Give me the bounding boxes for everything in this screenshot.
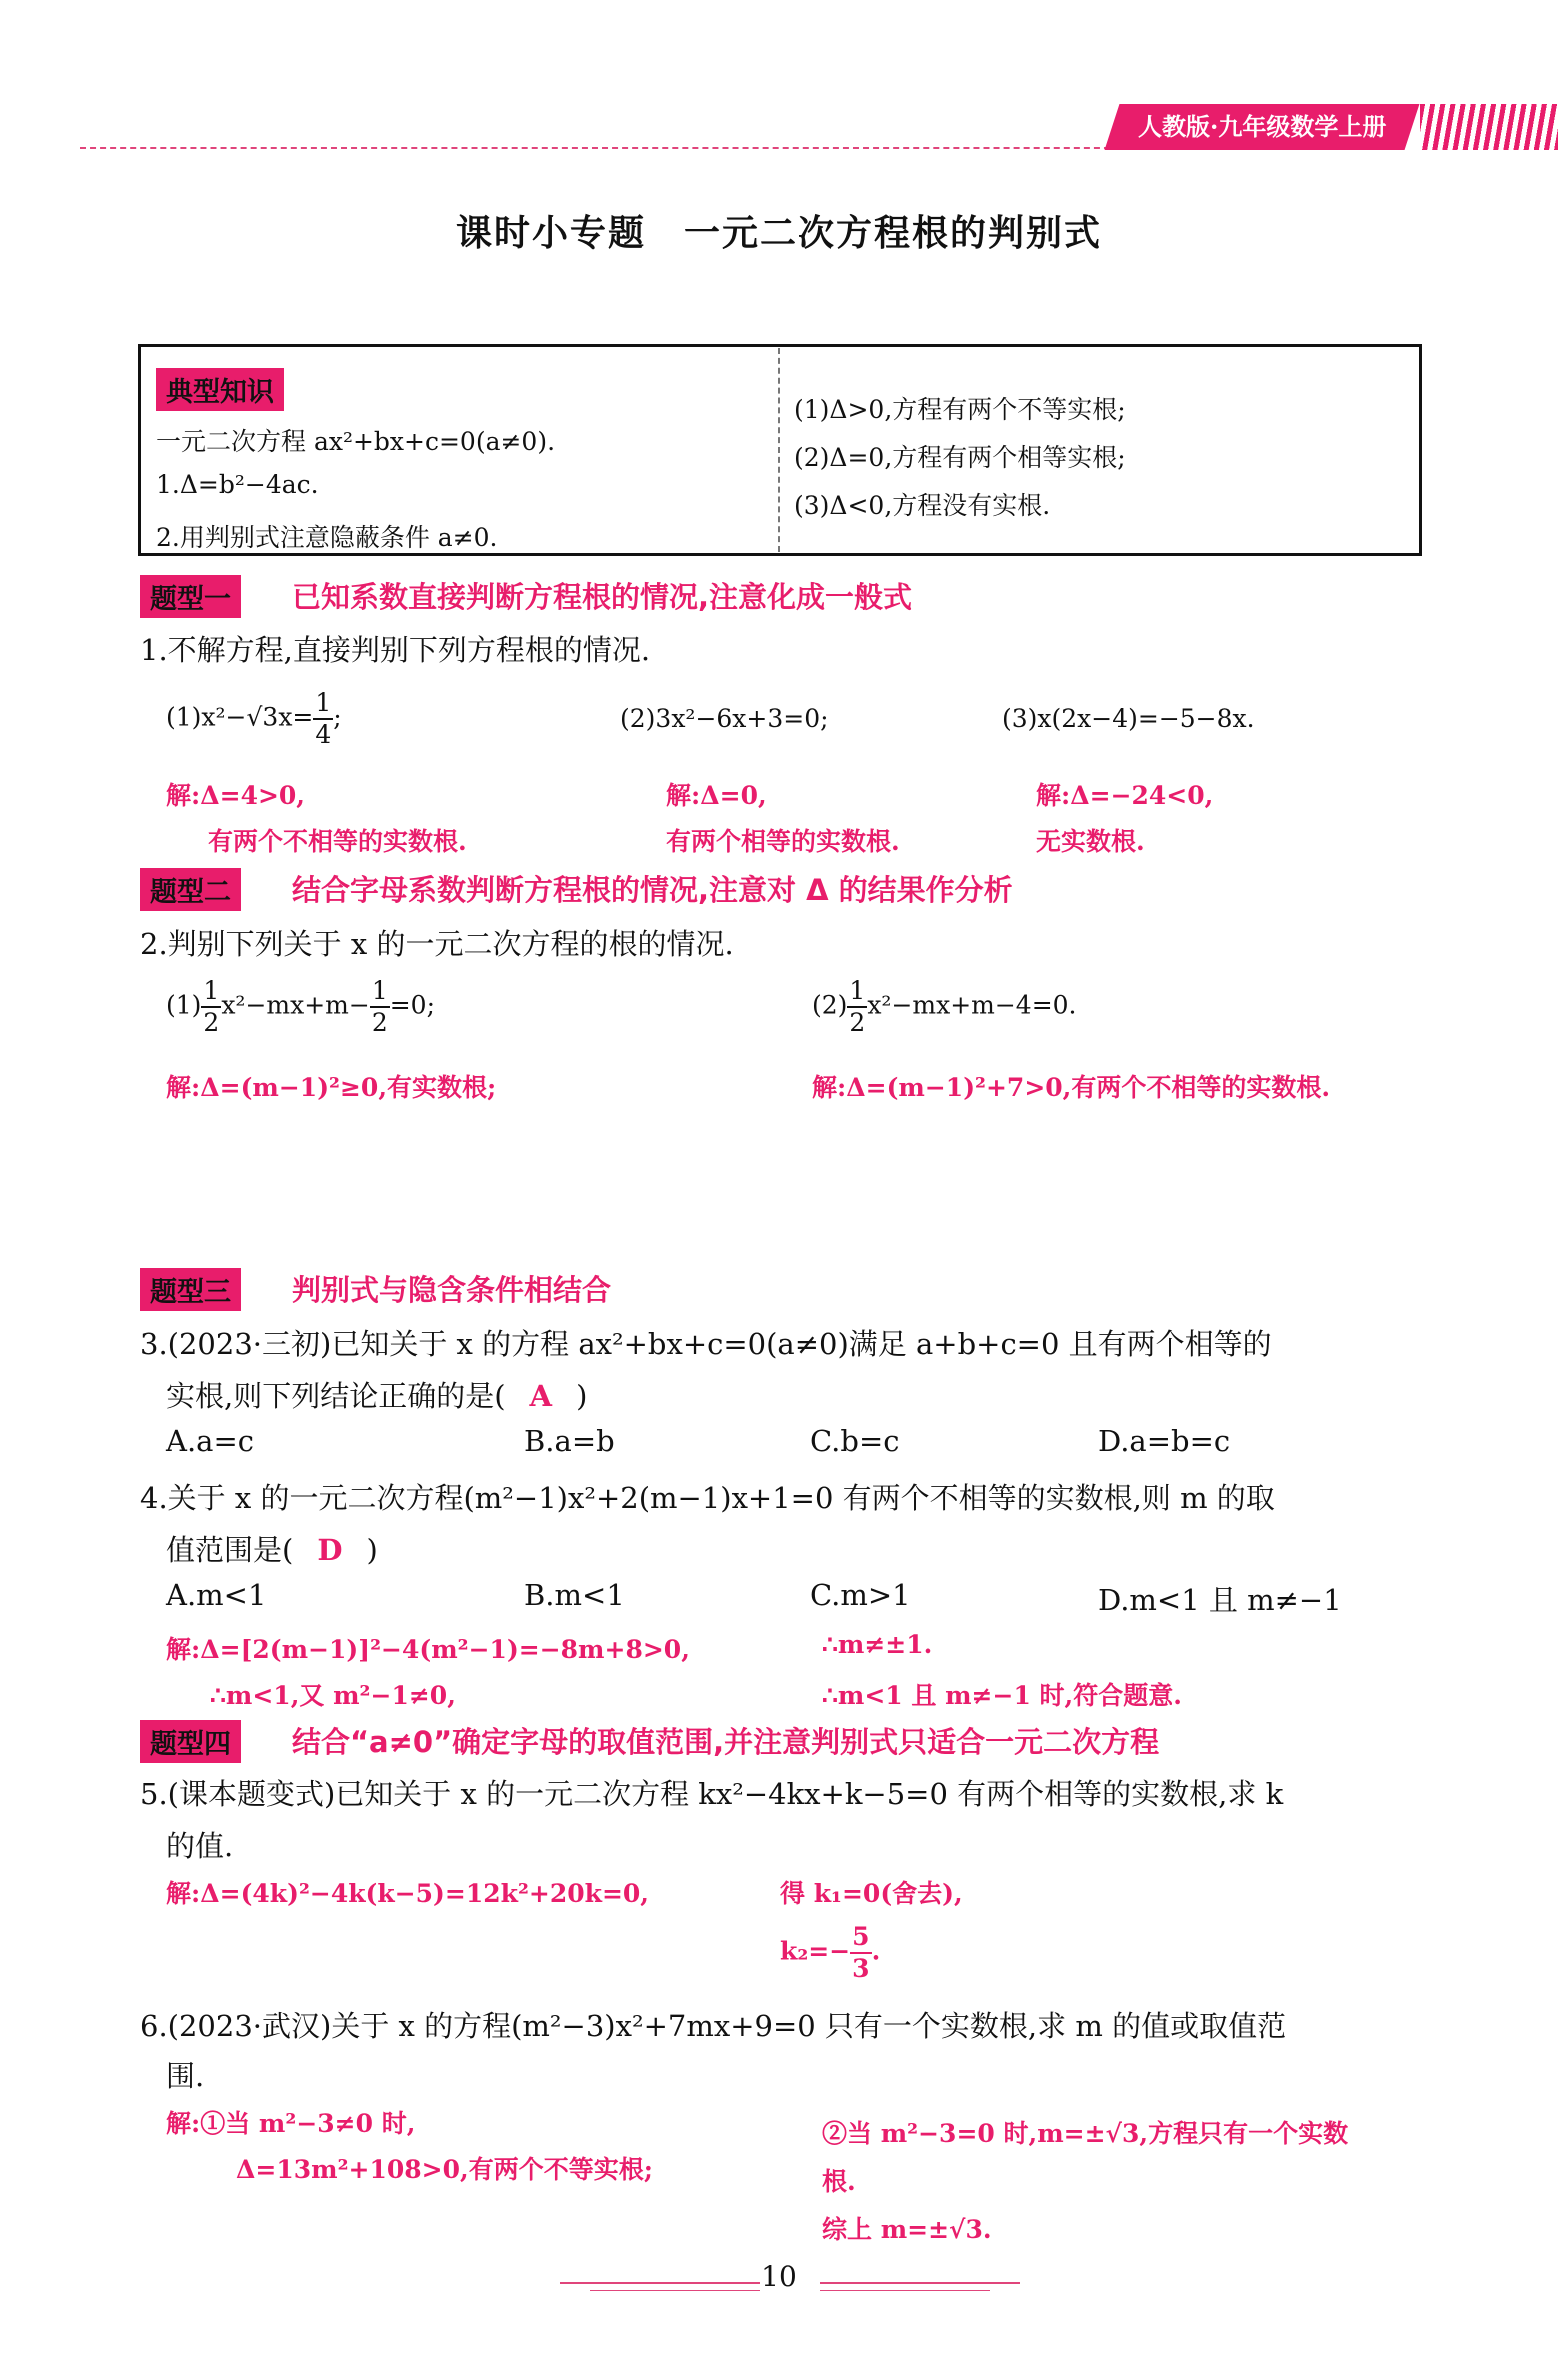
type2-title: 结合字母系数判断方程根的情况,注意对 Δ 的结果作分析 (292, 873, 1013, 907)
q1-answer-2a: 解:Δ=0, (666, 781, 767, 810)
page-number: 10 (761, 2260, 797, 2293)
q4-option-b: B.m<1 (524, 1578, 625, 1612)
header-tag: 人教版·九年级数学上册 (1105, 104, 1420, 150)
question-6-line-2: 围. (166, 2059, 205, 2093)
q2-part-1: (1) $\frac{1}{2}$ x²−mx+m− $\frac{1}{2}$ =0; (166, 976, 435, 1037)
q3-option-d: D.a=b=c (1098, 1424, 1231, 1458)
q4-solution-left-1: 解:Δ=[2(m−1)]²−4(m²−1)=−8m+8>0, (166, 1635, 690, 1664)
knowledge-right-3: (3)Δ<0,方程没有实根. (794, 491, 1051, 520)
knowledge-right-1: (1)Δ>0,方程有两个不等实根; (794, 395, 1126, 424)
q2-answer-2: 解:Δ=(m−1)²+7>0,有两个不相等的实数根. (812, 1073, 1331, 1102)
q6-solution-left-1: 解:①当 m²−3≠0 时, (166, 2109, 416, 2138)
q1-answer-3b: 无实数根. (1036, 827, 1145, 856)
q6-solution-right-1: ②当 m²−3=0 时,m=±√3,方程只有一个实数 (822, 2119, 1349, 2148)
q4-solution-left-2: ∴m<1,又 m²−1≠0, (210, 1681, 456, 1710)
q2-answer-1: 解:Δ=(m−1)²≥0,有实数根; (166, 1073, 497, 1102)
q4-solution-right-2: ∴m<1 且 m≠−1 时,符合题意. (822, 1681, 1182, 1710)
q5-solution-right-2: k₂=− $\frac{5}{3}$ . (780, 1922, 881, 1983)
question-3-line-1: 3.(2023·三初)已知关于 x 的方程 ax²+bx+c=0(a≠0)满足 a+b+c=0 且有两个相等的 (140, 1327, 1272, 1361)
q6-solution-left-2: Δ=13m²+108>0,有两个不等实根; (236, 2155, 653, 2184)
type1-title: 已知系数直接判断方程根的情况,注意化成一般式 (292, 580, 913, 614)
q3-option-c: C.b=c (810, 1424, 900, 1458)
type1-label: 题型一 (140, 575, 241, 618)
q6-solution-right-3: 综上 m=±√3. (822, 2215, 992, 2244)
q5-solution-right-1: 得 k₁=0(舍去), (780, 1879, 963, 1908)
knowledge-line-2: 1.Δ=b²−4ac. (156, 470, 319, 499)
q3-option-b: B.a=b (524, 1424, 615, 1458)
type3-label: 题型三 (140, 1268, 241, 1311)
knowledge-label: 典型知识 (156, 368, 284, 411)
q1-part-1: (1)x²−√3x= $\frac{1}{4}$ ; (166, 688, 342, 749)
q5-solution-left: 解:Δ=(4k)²−4k(k−5)=12k²+20k=0, (166, 1879, 649, 1908)
q4-answer: D (317, 1533, 343, 1567)
question-5-line-2: 的值. (166, 1829, 234, 1863)
question-5-line-1: 5.(课本题变式)已知关于 x 的一元二次方程 kx²−4kx+k−5=0 有两个相等的实数根,求 k (140, 1777, 1284, 1811)
type4-label: 题型四 (140, 1720, 241, 1763)
q4-solution-right-1: ∴m≠±1. (822, 1630, 933, 1659)
knowledge-line-1: 一元二次方程 ax²+bx+c=0(a≠0). (156, 427, 556, 456)
q3-answer: A (529, 1379, 553, 1413)
q4-option-a: A.m<1 (166, 1578, 267, 1612)
knowledge-right-2: (2)Δ=0,方程有两个相等实根; (794, 443, 1126, 472)
type2-label: 题型二 (140, 868, 241, 911)
q1-answer-1b: 有两个不相等的实数根. (208, 827, 467, 856)
question-1: 1.不解方程,直接判别下列方程根的情况. (140, 633, 651, 667)
question-6-line-1: 6.(2023·武汉)关于 x 的方程(m²−3)x²+7mx+9=0 只有一个实数根,求 m 的值或取值范 (140, 2009, 1287, 2043)
type3-title: 判别式与隐含条件相结合 (292, 1273, 612, 1307)
q1-answer-1a: 解:Δ=4>0, (166, 781, 306, 810)
question-4-line-2: 值范围是( D ) (166, 1533, 378, 1567)
q4-option-d: D.m<1 且 m≠−1 (1098, 1583, 1342, 1617)
q1-part-3: (3)x(2x−4)=−5−8x. (1002, 704, 1255, 733)
type4-title: 结合“a≠0”确定字母的取值范围,并注意判别式只适合一元二次方程 (292, 1725, 1160, 1759)
question-2: 2.判别下列关于 x 的一元二次方程的根的情况. (140, 927, 734, 961)
q3-option-a: A.a=c (166, 1424, 254, 1458)
q1-part-2: (2)3x²−6x+3=0; (620, 704, 829, 733)
question-3-line-2: 实根,则下列结论正确的是( A ) (166, 1379, 588, 1413)
header-stripes (1420, 104, 1558, 150)
q6-solution-right-2: 根. (822, 2167, 856, 2196)
q2-part-2: (2) $\frac{1}{2}$ x²−mx+m−4=0. (812, 976, 1077, 1037)
question-4-line-1: 4.关于 x 的一元二次方程(m²−1)x²+2(m−1)x+1=0 有两个不相等的实数根,则 m 的取 (140, 1481, 1275, 1515)
header-dashed-line (80, 147, 1120, 149)
q1-answer-3a: 解:Δ=−24<0, (1036, 781, 1214, 810)
q1-answer-2b: 有两个相等的实数根. (666, 827, 900, 856)
knowledge-line-3: 2.用判别式注意隐蔽条件 a≠0. (156, 523, 498, 552)
q4-option-c: C.m>1 (810, 1578, 911, 1612)
page-title: 课时小专题 一元二次方程根的判别式 (455, 213, 1102, 254)
knowledge-divider (778, 348, 780, 552)
